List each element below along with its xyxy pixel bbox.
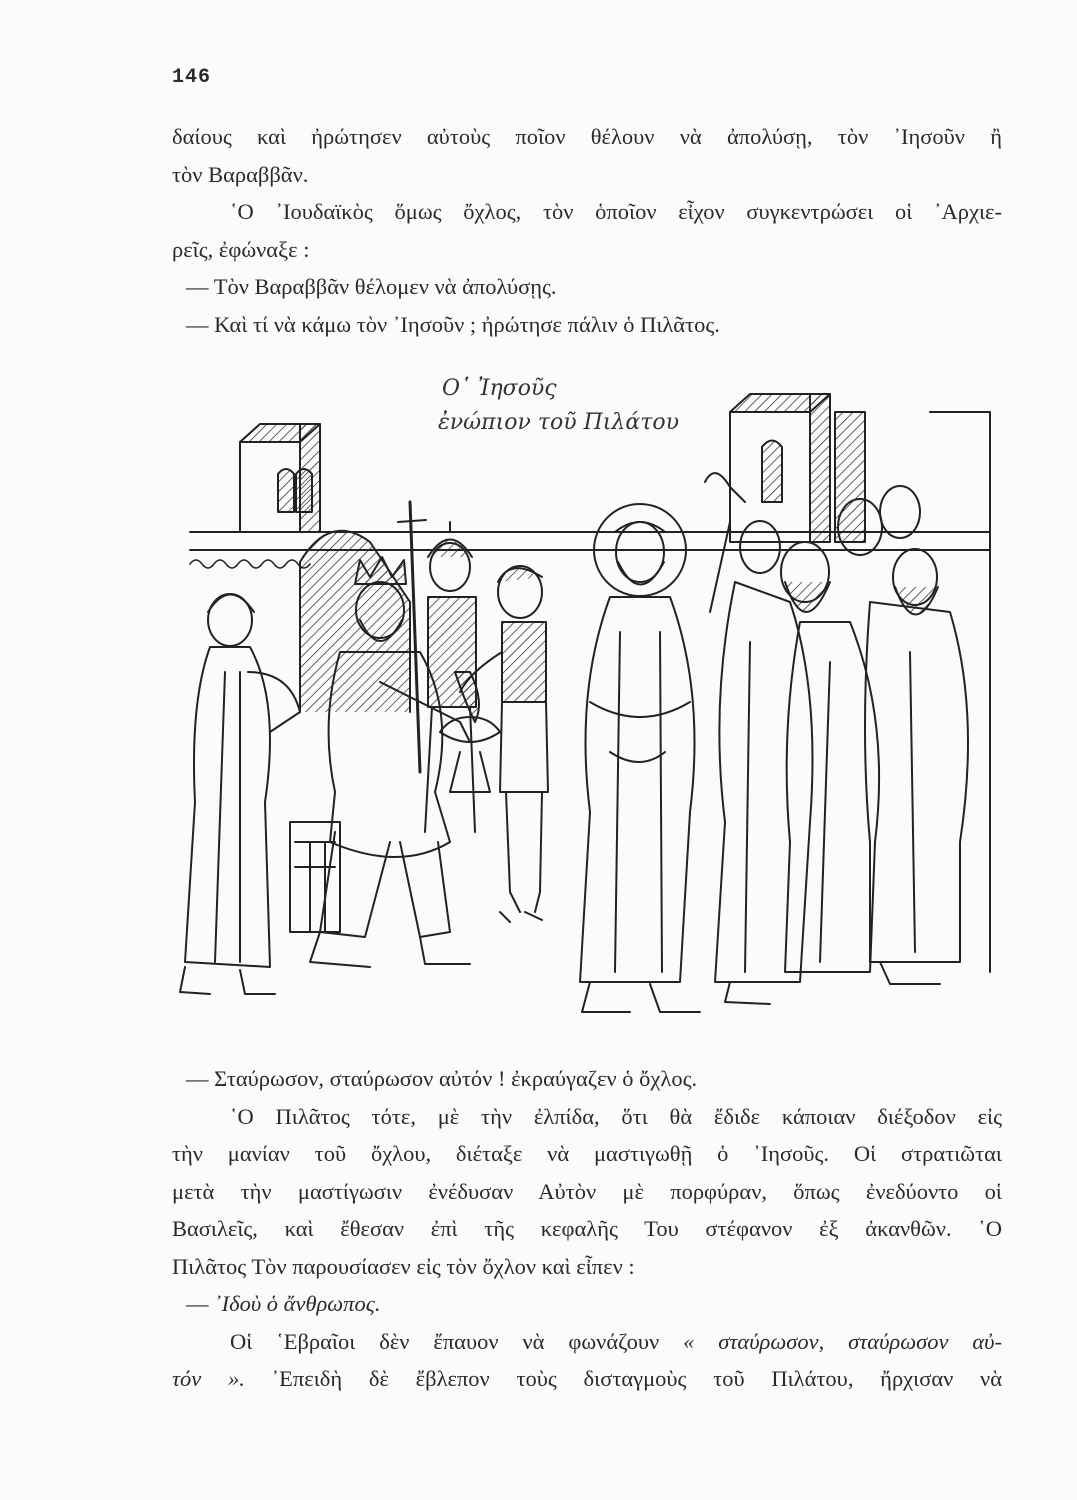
text-line: ῾Ο ᾿Ιουδαϊκὸς ὅμως ὄχλος, τὸν ὁποῖον εἶχον συγκεντρώσει οἱ ᾿Αρχιε- <box>230 199 1002 224</box>
text-line: τὴν μανίαν τοῦ ὄχλου, διέταξε νὰ μαστιγωθῇ ὁ ᾿Ιησοῦς. Οἱ στρατιῶται <box>172 1141 1002 1166</box>
text-line: ῾Ο Πιλᾶτος τότε, μὲ τὴν ἐλπίδα, ὅτι θὰ ἔδιδε κάποιαν διέξοδον εἰς <box>230 1103 1002 1129</box>
italic-quote: τόν ». <box>172 1366 245 1391</box>
bottom-paragraphs <box>172 1060 1002 1398</box>
dash: — <box>186 1291 209 1316</box>
text-span: ᾿Επειδὴ δὲ ἔβλεπον τοὺς δισταγμοὺς τοῦ Πιλάτου, ἤρχισαν νὰ <box>271 1366 1003 1391</box>
illustration-caption: ἐνώπιον τοῦ Πιλάτου <box>438 410 680 435</box>
text-line: μετὰ τὴν μαστίγωσιν ἐνέδυσαν Αὐτὸν μὲ πορφύραν, ὅπως ἐνεδύοντο οἱ <box>172 1178 1002 1204</box>
text-line: Πιλᾶτος Τὸν παρουσίασεν εἰς τὸν ὄχλον καὶ εἶπεν : <box>172 1253 635 1279</box>
italic-quote: « σταύρωσον, σταύρωσον αὐ- <box>683 1328 1002 1354</box>
italic-quote: ᾿Ιδοὺ ὁ ἄνθρωπος. <box>214 1291 381 1316</box>
illustration-jesus-before-pilate <box>170 372 1010 1022</box>
dialogue-line <box>172 1285 1002 1323</box>
servant-with-towel <box>180 594 300 994</box>
illustration-caption: Ο῾ Ἰησοῦς <box>442 376 557 401</box>
crowd-of-priests <box>705 473 968 1004</box>
dialogue-line: — Καὶ τί νὰ κάμω τὸν ᾿Ιησοῦν ; ἠρώτησε πάλιν ὁ Πιλᾶτος. <box>186 311 720 337</box>
line-drawing <box>170 372 1010 1022</box>
dialogue-line: — Τὸν Βαραββᾶν θέλομεν νὰ ἀπολύσῃς. <box>186 274 557 299</box>
text-line: Βασιλεῖς, καὶ ἔθεσαν ἐπὶ τῆς κεφαλῆς Του στέφανον ἐξ ἀκανθῶν. ῾Ο <box>172 1216 1002 1241</box>
left-tower <box>240 424 320 532</box>
text-line <box>172 1323 1002 1361</box>
top-paragraphs <box>172 118 1002 343</box>
dialogue-line: — Σταύρωσον, σταύρωσον αὐτόν ! ἐκραύγαζεν ὁ ὄχλος. <box>186 1066 698 1091</box>
right-tower <box>730 394 865 542</box>
page-number: 146 <box>172 66 212 89</box>
throne-arch <box>290 531 410 932</box>
text-span: Οἱ ῾Εβραῖοι δὲν ἔπαυον νὰ φωνάζουν <box>230 1328 660 1354</box>
text-line <box>172 1360 1002 1398</box>
text-line: τὸν Βαραββᾶν. <box>172 161 309 187</box>
text-line: ρεῖς, ἐφώναξε : <box>172 236 310 262</box>
text-line: δαίους καὶ ἠρώτησεν αὐτοὺς ποῖον θέλουν νὰ ἀπολύσῃ, τὸν ᾿Ιησοῦν ἢ <box>172 124 1002 149</box>
